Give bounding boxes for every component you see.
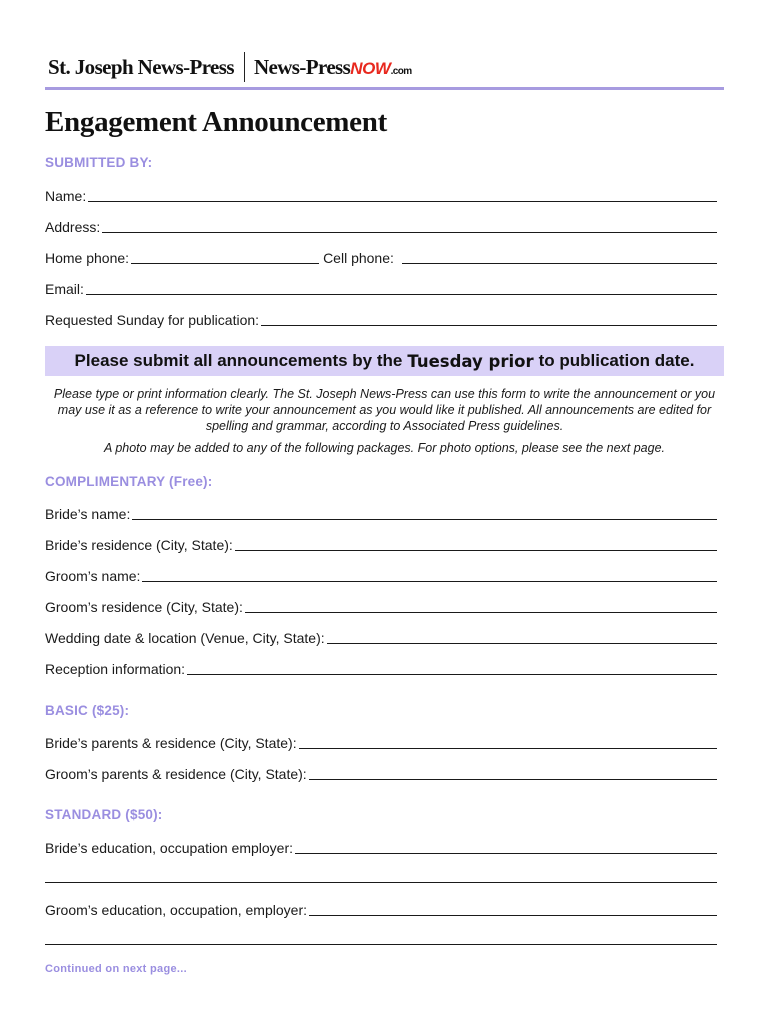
brides-residence-row bbox=[45, 533, 717, 553]
phone-field-row bbox=[45, 246, 717, 266]
submitted-by-heading: SUBMITTED BY: bbox=[45, 155, 153, 170]
wedding-date-input-line[interactable] bbox=[327, 643, 717, 644]
photo-note: A photo may be added to any of the following packages. For photo options, please see the next page. bbox=[103, 441, 666, 455]
grooms-name-input-line[interactable] bbox=[142, 581, 717, 582]
requested-sunday-input-line[interactable] bbox=[261, 325, 717, 326]
brides-residence-label: Bride’s residence (City, State): bbox=[45, 537, 233, 553]
deadline-emphasis: Tuesday prior bbox=[407, 351, 534, 371]
name-input-line[interactable] bbox=[88, 201, 717, 202]
grooms-residence-row bbox=[45, 595, 717, 615]
masthead bbox=[48, 50, 412, 84]
news-press-logo: St. Joseph News-Press bbox=[48, 54, 234, 79]
grooms-parents-label: Groom’s parents & residence (City, State): bbox=[45, 766, 307, 782]
address-input-line[interactable] bbox=[102, 232, 717, 233]
brides-parents-row bbox=[45, 731, 717, 751]
wedding-date-label: Wedding date & location (Venue, City, State): bbox=[45, 630, 325, 646]
address-label: Address: bbox=[45, 219, 101, 235]
brides-education-extra-line[interactable] bbox=[45, 882, 717, 883]
email-input-line[interactable] bbox=[86, 294, 717, 295]
cell-phone-input-line[interactable] bbox=[402, 263, 717, 264]
name-label: Name: bbox=[45, 188, 87, 204]
complimentary-heading: COMPLIMENTARY (Free): bbox=[45, 474, 213, 489]
address-field-row bbox=[45, 215, 717, 235]
email-label: Email: bbox=[45, 281, 84, 297]
deadline-banner: Please submit all announcements by the Tuesday prior to publication date. bbox=[45, 346, 724, 376]
standard-heading: STANDARD ($50): bbox=[45, 807, 163, 822]
sunday-field-row bbox=[45, 308, 717, 328]
reception-label: Reception information: bbox=[45, 661, 186, 677]
page-title: Engagement Announcement bbox=[45, 106, 387, 138]
name-field-row bbox=[45, 184, 717, 204]
wedding-date-row bbox=[45, 626, 717, 646]
grooms-education-row bbox=[45, 898, 717, 918]
grooms-name-row bbox=[45, 564, 717, 584]
reception-input-line[interactable] bbox=[187, 674, 717, 675]
grooms-education-label: Groom’s education, occupation, employer: bbox=[45, 902, 307, 918]
brides-residence-input-line[interactable] bbox=[235, 550, 717, 551]
grooms-parents-row bbox=[45, 762, 717, 782]
grooms-education-input-line[interactable] bbox=[309, 915, 717, 916]
logo-divider bbox=[244, 52, 245, 82]
brides-name-input-line[interactable] bbox=[132, 519, 717, 520]
news-press-now-logo: News-PressNOW.com bbox=[253, 54, 412, 79]
grooms-name-label: Groom’s name: bbox=[45, 568, 141, 584]
brides-education-input-line[interactable] bbox=[295, 853, 717, 854]
home-phone-label: Home phone: bbox=[45, 250, 130, 266]
email-field-row bbox=[45, 277, 717, 297]
basic-heading: BASIC ($25): bbox=[45, 703, 130, 718]
instructions-text: Please type or print information clearly. The St. Joseph News-Press can use this form to write the announcement or you may use it as a reference to write your announcement as you would like it published. All announcements are edited for spelling and grammar, according to Associated Press guidelines. bbox=[53, 387, 716, 433]
brides-name-row bbox=[45, 502, 717, 522]
home-phone-input-line[interactable] bbox=[131, 263, 319, 264]
requested-sunday-label: Requested Sunday for publication: bbox=[45, 312, 260, 328]
grooms-residence-input-line[interactable] bbox=[245, 612, 717, 613]
brides-name-label: Bride’s name: bbox=[45, 506, 131, 522]
brides-education-row bbox=[45, 836, 717, 856]
continued-note: Continued on next page... bbox=[45, 963, 187, 975]
grooms-residence-label: Groom’s residence (City, State): bbox=[45, 599, 243, 615]
cell-phone-label: Cell phone: bbox=[323, 250, 394, 266]
grooms-parents-input-line[interactable] bbox=[309, 779, 717, 780]
header-rule bbox=[45, 87, 724, 90]
brides-parents-label: Bride’s parents & residence (City, State): bbox=[45, 735, 297, 751]
brides-parents-input-line[interactable] bbox=[299, 748, 717, 749]
brides-education-label: Bride’s education, occupation employer: bbox=[45, 840, 294, 856]
grooms-education-extra-line[interactable] bbox=[45, 944, 717, 945]
reception-row bbox=[45, 657, 717, 677]
